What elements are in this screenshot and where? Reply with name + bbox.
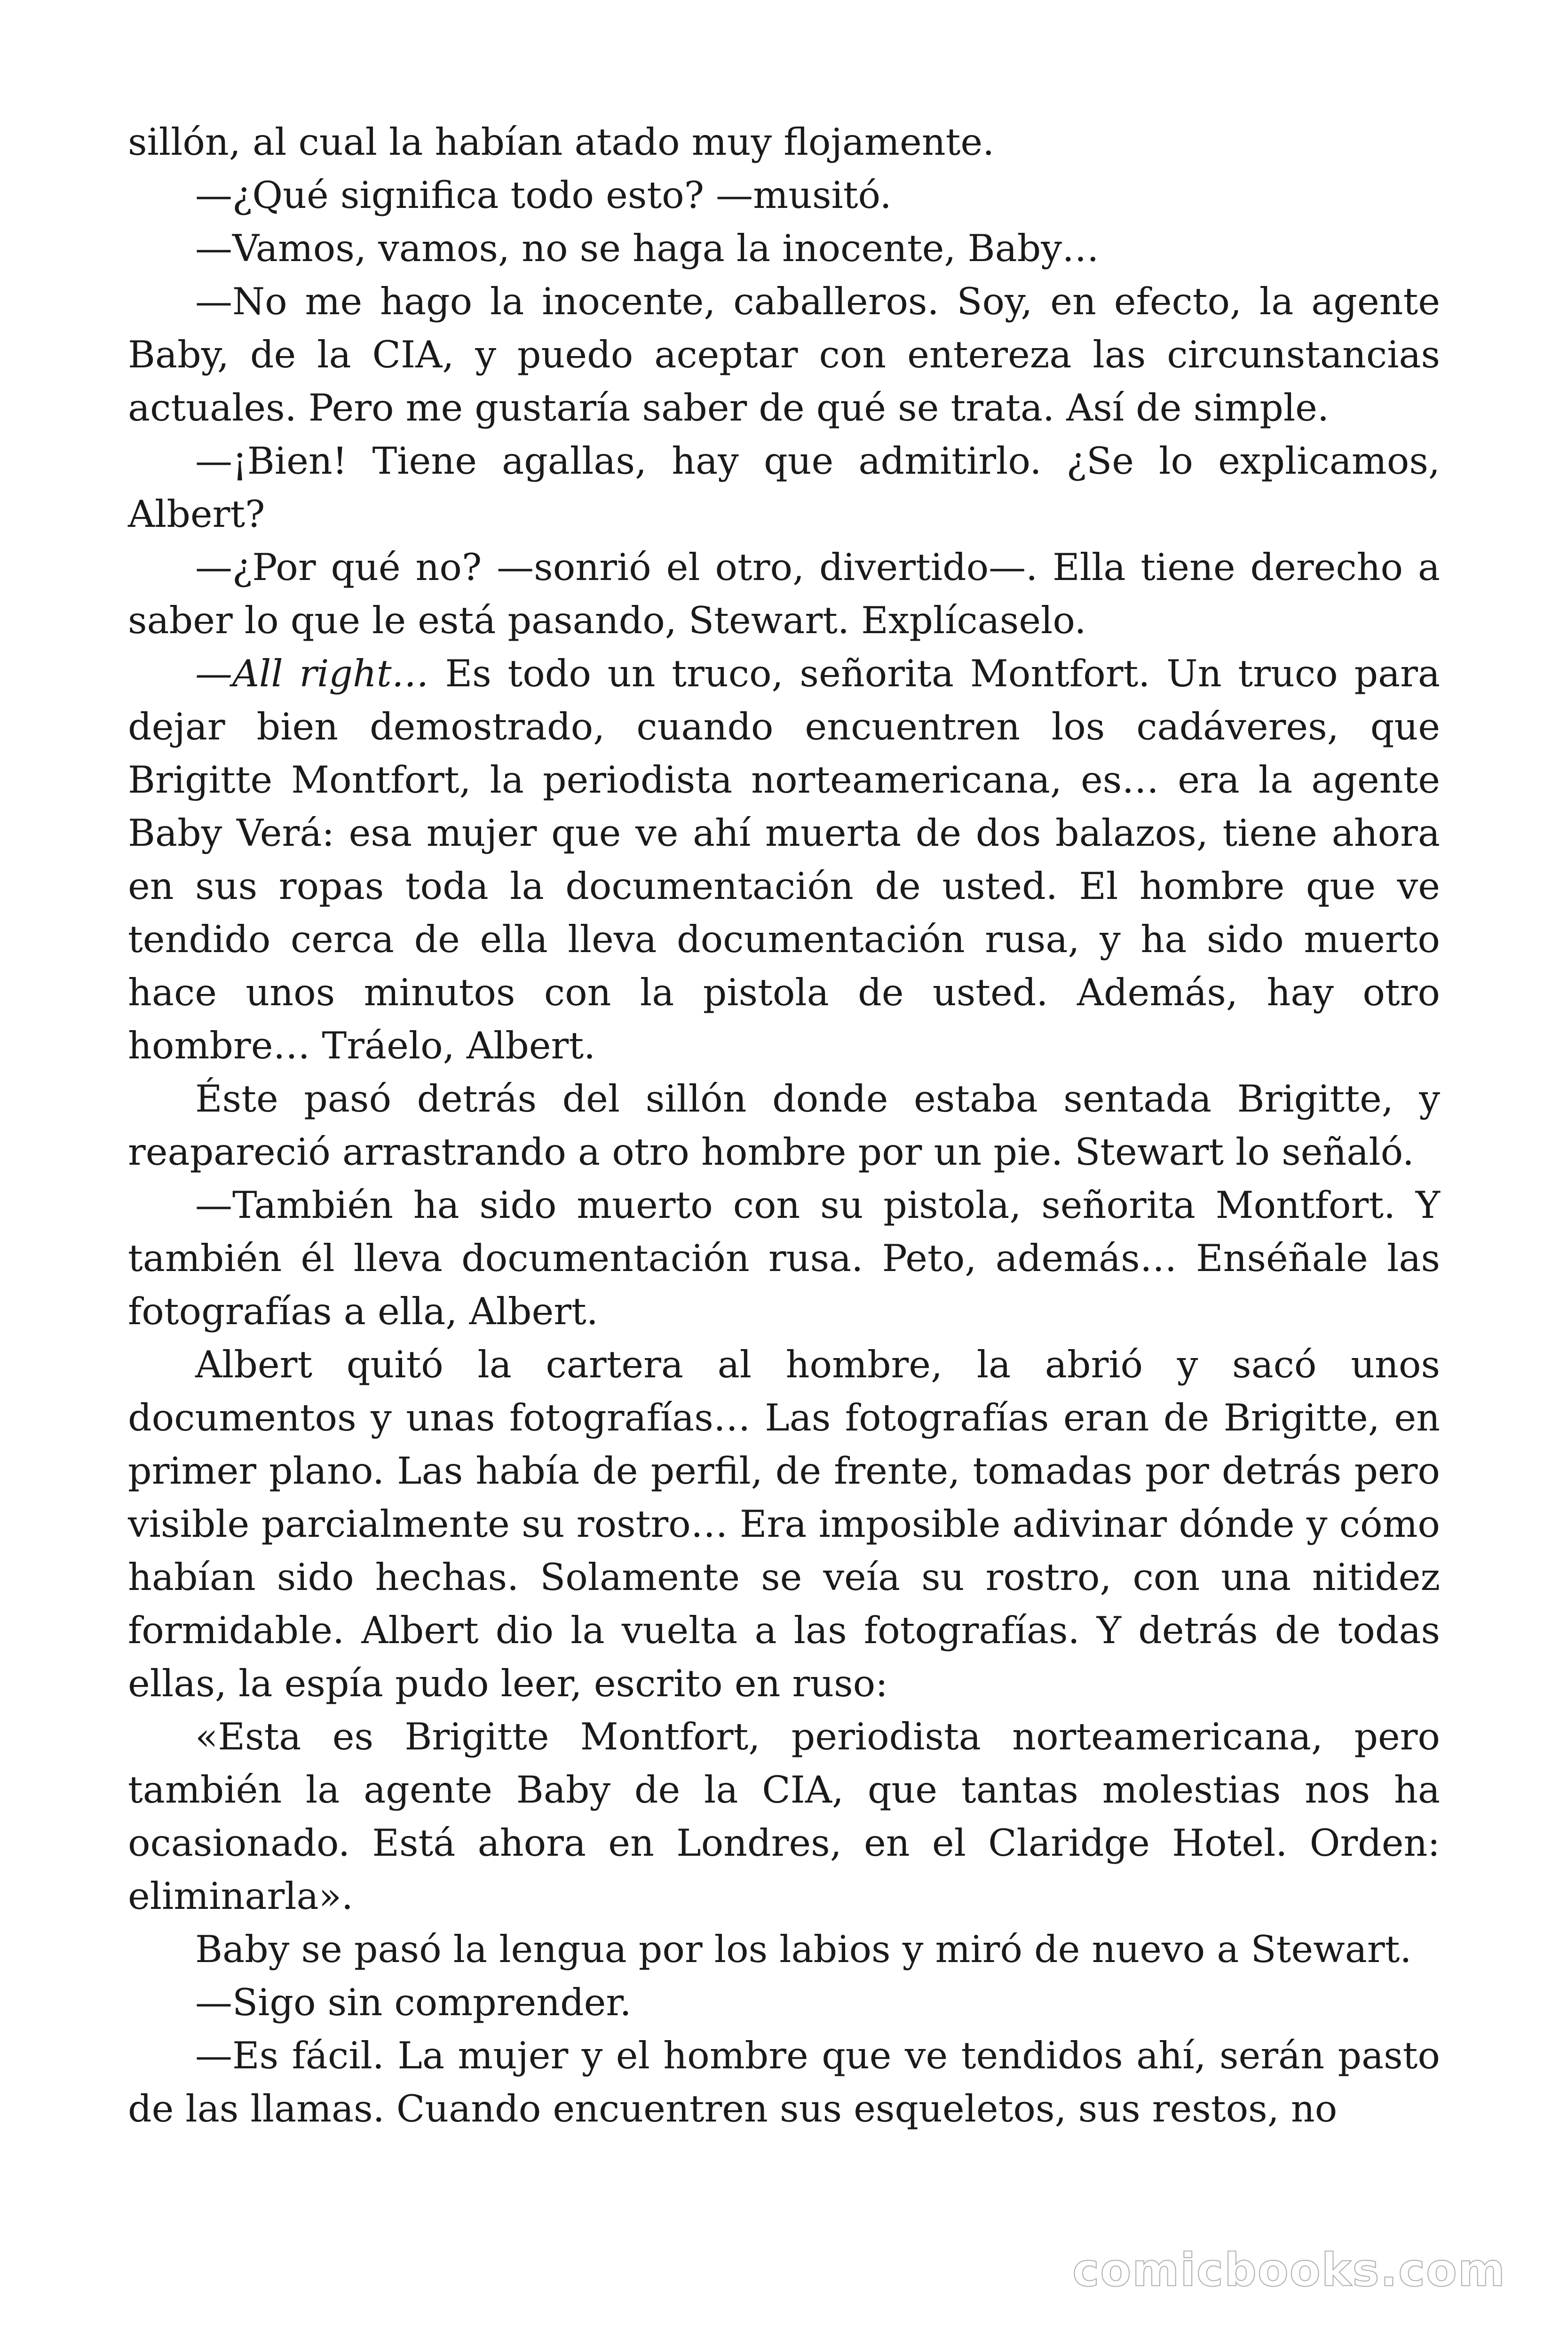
paragraph: [128, 647, 1440, 1073]
paragraph-body: Es todo un truco, señorita Montfort. Un truco para dejar bien demostrado, cuando encuentren los cadáveres, que Brigitte Montfort, la periodista norteamericana, es… era la agente Baby Verá: esa mujer que ve ahí muerta de dos balazos, tiene ahora en sus ropas toda la documentación de usted. El hombre que ve tendido cerca de ella lleva documentación rusa, y ha sido muerto hace unos minutos con la pistola de usted. Además, hay otro hombre… Tráelo, Albert.: [128, 652, 1440, 1067]
paragraph: «Esta es Brigitte Montfort, periodista norteamericana, pero también la agente Baby de la CIA, que tantas molestias nos ha ocasionado. Está ahora en Londres, en el Claridge Hotel. Orden: eliminarla».: [128, 1715, 1440, 1918]
book-page-text: [128, 116, 1440, 2136]
paragraph: Albert quitó la cartera al hombre, la abrió y sacó unos documentos y unas fotografías… Las fotografías eran de Brigitte, en primer plano. Las había de perfil, de frente, tomadas por detrás pero visible parcialmente su rostro… Era imposible adivinar dónde y cómo habían sido hechas. Solamente se veía su rostro, con una nitidez formidable. Albert dio la vuelta a las fotografías. Y detrás de todas ellas, la espía pudo leer, escrito en ruso:: [128, 1343, 1440, 1705]
paragraph: —¡Bien! Tiene agallas, hay que admitirlo. ¿Se lo explicamos, Albert?: [128, 439, 1440, 536]
paragraph: —También ha sido muerto con su pistola, señorita Montfort. Y también él lleva documentación rusa. Peto, además… Enséñale las fotografías a ella, Albert.: [128, 1184, 1440, 1333]
paragraph: —Vamos, vamos, no se haga la inocente, Baby…: [195, 227, 1099, 270]
italic-lead: —All right…: [195, 652, 429, 695]
paragraph: —Sigo sin comprender.: [195, 1981, 632, 2024]
paragraph: Éste pasó detrás del sillón donde estaba sentada Brigitte, y reapareció arrastrando a otro hombre por un pie. Stewart lo señaló.: [128, 1077, 1440, 1174]
paragraph: sillón, al cual la habían atado muy flojamente.: [128, 120, 995, 164]
paragraph: —¿Por qué no? —sonrió el otro, divertido—. Ella tiene derecho a saber lo que le está pasando, Stewart. Explícaselo.: [128, 546, 1440, 642]
paragraph: —¿Qué significa todo esto? —musitó.: [195, 174, 892, 217]
paragraph: —Es fácil. La mujer y el hombre que ve tendidos ahí, serán pasto de las llamas. Cuando encuentren sus esqueletos, sus restos, no: [128, 2034, 1440, 2130]
watermark-logo: comicbooks.com: [1072, 2244, 1506, 2296]
paragraph: Baby se pasó la lengua por los labios y miró de nuevo a Stewart.: [195, 1928, 1412, 1971]
paragraph: —No me hago la inocente, caballeros. Soy, en efecto, la agente Baby, de la CIA, y puedo aceptar con entereza las circunstancias actuales. Pero me gustaría saber de qué se trata. Así de simple.: [128, 280, 1440, 429]
